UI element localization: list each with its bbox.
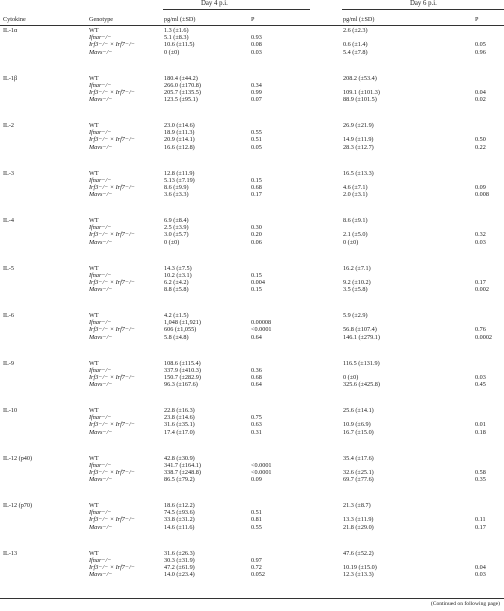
genotype-cell: WT [89,502,99,509]
day6-p-cell: 0.05 [475,41,486,49]
day4-p-cell: <0.0001 [251,461,272,469]
day6-value-cell: 325.6 (±425.8) [343,381,380,389]
table-row [0,326,504,333]
genotype-cell: WT [89,407,99,414]
col-header-day4-value: pg/ml (±SD) [164,16,196,23]
day6-value-cell: 88.9 (±101.5) [343,96,377,104]
day6-p-cell: 0.02 [475,96,486,104]
day6-value-cell: 5.9 (±2.9) [343,312,368,319]
day6-value-cell: 9.2 (±10.2) [343,278,371,286]
day6-p-cell: 0.58 [475,468,486,476]
day4-p-cell: <0.0001 [251,468,272,476]
table-row [0,75,504,82]
day6-value-cell: 109.1 (±101.3) [343,88,380,96]
cytokine-cell: IL-2 [3,122,14,129]
genotype-cell: WT [89,122,99,129]
cytokine-group [0,360,504,389]
day6-value-cell: 0 (±0) [343,238,359,246]
day6-p-cell: 0.32 [475,231,486,239]
genotype-cell: Irf3−/− × Irf7−/− [89,468,135,476]
day4-value-cell: 33.8 (±31.2) [164,516,195,524]
genotype-cell: Irf3−/− × Irf7−/− [89,41,135,49]
table-row [0,476,504,483]
day4-value-cell: 17.4 (±17.0) [164,428,195,436]
day4-value-cell: 23.0 (±14.6) [164,122,195,129]
genotype-cell: Irf3−/− × Irf7−/− [89,231,135,239]
day4-p-cell: 0.30 [251,224,262,232]
day4-value-cell: 18.9 (±11.3) [164,129,195,137]
day6-p-cell: 0.03 [475,373,486,381]
table-row [0,374,504,381]
genotype-cell: WT [89,27,99,34]
table-row [0,557,504,564]
day4-value-cell: 108.6 (±115.4) [164,359,201,367]
cytokine-cell: IL-1β [3,74,18,82]
day4-value-cell: 18.6 (±12.2) [164,502,195,509]
day4-p-cell: 0.68 [251,183,262,191]
table-row [0,421,504,428]
genotype-cell: Mavs−/− [89,48,113,56]
day6-value-cell: 16.2 (±7.1) [343,264,371,272]
day4-value-cell: 14.6 (±11.6) [164,523,195,531]
genotype-cell: WT [89,312,99,319]
genotype-cell: Irf3−/− × Irf7−/− [89,136,135,144]
cytokine-cell: IL-12 (p40) [3,454,33,462]
day4-value-cell: 0 (±0) [164,238,180,246]
genotype-cell: Irf3−/− × Irf7−/− [89,563,135,571]
day6-value-cell: 16.5 (±13.3) [343,169,374,177]
table-row [0,509,504,516]
genotype-cell: Mavs−/− [89,571,113,579]
day4-value-cell: 4.2 (±1.5) [164,312,189,319]
day6-value-cell: 69.7 (±77.6) [343,476,374,484]
day6-value-cell: 32.6 (±25.1) [343,468,374,476]
table-row [0,82,504,89]
day4-p-cell: 0.05 [251,143,262,151]
day4-value-cell: 3.0 (±5.7) [164,231,189,239]
day6-p-cell: 0.76 [475,326,486,334]
day6-value-cell: 10.19 (±15.0) [343,563,377,571]
cytokine-group [0,550,504,579]
table-row [0,184,504,191]
day4-p-cell: 0.93 [251,34,262,42]
genotype-cell: Ifnar−/− [89,224,112,232]
day4-value-cell: 10.2 (±3.1) [164,271,192,279]
day6-p-cell: 0.45 [475,381,486,389]
day4-p-cell: 0.75 [251,414,262,422]
table-row [0,224,504,231]
day4-value-cell: 6.9 (±8.4) [164,217,189,224]
day6-p-cell: 0.22 [475,143,486,151]
day4-p-cell: 0.004 [251,278,265,286]
day6-value-cell: 12.3 (±13.3) [343,571,374,579]
table-row [0,414,504,421]
genotype-cell: WT [89,169,99,177]
table-row [0,564,504,571]
day6-value-cell: 26.9 (±21.9) [343,122,374,129]
genotype-cell: Irf3−/− × Irf7−/− [89,278,135,286]
day4-value-cell: 338.7 (±248.8) [164,468,201,476]
day4-value-cell: 42.8 (±30.9) [164,454,195,462]
genotype-cell: Mavs−/− [89,143,113,151]
day6-value-cell: 116.5 (±131.9) [343,359,380,367]
day4-value-cell: 8.8 (±5.8) [164,286,189,294]
continued-note: (Continued on following page) [430,601,500,607]
genotype-cell: WT [89,217,99,224]
day4-value-cell: 86.5 (±79.2) [164,476,195,484]
table-row [0,469,504,476]
day4-value-cell: 6.2 (±4.2) [164,278,189,286]
day6-value-cell: 21.3 (±8.7) [343,502,371,509]
cytokine-cell: IL-1α [3,27,18,34]
genotype-cell: WT [89,264,99,272]
genotype-cell: Mavs−/− [89,523,113,531]
table-row [0,136,504,143]
day4-p-cell: 0.15 [251,286,262,294]
day4-p-cell: 0.72 [251,563,262,571]
genotype-cell: Irf3−/− × Irf7−/− [89,88,135,96]
day4-value-cell: 31.6 (±26.3) [164,549,195,557]
genotype-cell: WT [89,549,99,557]
table-row [0,122,504,129]
day4-p-cell: 0.31 [251,428,262,436]
col-header-day6-p: P [475,16,479,23]
table-row [0,89,504,96]
cytokine-group [0,455,504,484]
day6-value-cell: 4.6 (±7.1) [343,183,368,191]
table-row [0,96,504,103]
day4-value-cell: 23.8 (±14.6) [164,414,195,422]
table-row [0,462,504,469]
table-row [0,144,504,151]
table-row [0,516,504,523]
day4-value-cell: 205.7 (±135.5) [164,88,201,96]
genotype-cell: Mavs−/− [89,428,113,436]
day4-p-cell: 0.03 [251,48,262,56]
table-row [0,367,504,374]
genotype-cell: Ifnar−/− [89,176,112,184]
table-row [0,177,504,184]
day4-p-cell: 0.55 [251,129,262,137]
table-row [0,502,504,509]
genotype-cell: WT [89,454,99,462]
genotype-cell: Irf3−/− × Irf7−/− [89,421,135,429]
table-row [0,170,504,177]
cytokine-cell: IL-3 [3,169,14,177]
day6-value-cell: 2.6 (±2.3) [343,27,368,34]
table-row [0,407,504,414]
day6-value-cell: 35.4 (±17.6) [343,454,374,462]
cytokine-cell: IL-10 [3,407,18,414]
day4-p-cell: 0.34 [251,81,262,89]
genotype-cell: Irf3−/− × Irf7−/− [89,373,135,381]
day4-value-cell: 16.6 (±12.8) [164,143,195,151]
day4-value-cell: 12.8 (±11.9) [164,169,195,177]
cytokine-cell: IL-12 (p70) [3,502,33,509]
day4-value-cell: 2.5 (±3.9) [164,224,189,232]
day6-value-cell: 28.3 (±12.7) [343,143,374,151]
genotype-cell: Irf3−/− × Irf7−/− [89,516,135,524]
day4-p-cell: 0.08 [251,41,262,49]
genotype-cell: Ifnar−/− [89,509,112,517]
genotype-cell: Ifnar−/− [89,34,112,42]
day4-value-cell: 3.6 (±3.3) [164,191,189,199]
day4-value-cell: 1,048 (±1,921) [164,319,201,327]
genotype-cell: Mavs−/− [89,333,113,341]
table-row [0,334,504,341]
day4-value-cell: 31.6 (±35.1) [164,421,195,429]
day6-p-cell: 0.002 [475,286,489,294]
cytokine-group [0,122,504,151]
day6-p-cell: 0.17 [475,278,486,286]
day4-value-cell: 10.6 (±11.5) [164,41,195,49]
day6-value-cell: 208.2 (±53.4) [343,74,377,82]
day4-value-cell: 14.3 (±7.5) [164,264,192,272]
day4-value-cell: 1.3 (±1.6) [164,27,189,34]
table-row [0,381,504,388]
table-row [0,191,504,198]
table-row [0,286,504,293]
day6-value-cell: 56.8 (±107.4) [343,326,377,334]
table-row [0,217,504,224]
genotype-cell: Ifnar−/− [89,129,112,137]
table-row [0,312,504,319]
day4-p-cell: 0.55 [251,523,262,531]
table-row [0,265,504,272]
table-row [0,129,504,136]
day6-p-cell: 0.04 [475,563,486,571]
genotype-cell: Mavs−/− [89,286,113,294]
day6-p-cell: 0.50 [475,136,486,144]
cytokine-group [0,265,504,294]
table-row [0,571,504,578]
genotype-cell: Ifnar−/− [89,271,112,279]
day6-value-cell: 16.7 (±15.0) [343,428,374,436]
day4-p-cell: 0.15 [251,271,262,279]
day4-p-cell: 0.15 [251,176,262,184]
genotype-cell: Mavs−/− [89,476,113,484]
day6-p-cell: 0.09 [475,183,486,191]
day4-p-cell: 0.51 [251,136,262,144]
table-row [0,429,504,436]
genotype-cell: Ifnar−/− [89,319,112,327]
day6-value-cell: 13.3 (±11.9) [343,516,374,524]
cytokine-group [0,312,504,341]
table-row [0,550,504,557]
day4-value-cell: 150.7 (±282.9) [164,373,201,381]
day6-p-cell: 0.0002 [475,333,493,341]
genotype-cell: Mavs−/− [89,96,113,104]
day4-p-cell: 0.00008 [251,319,272,327]
day4-value-cell: 266.0 (±170.8) [164,81,201,89]
day6-value-cell: 5.4 (±7.8) [343,48,368,56]
cytokine-cell: IL-5 [3,264,14,272]
day4-value-cell: 5.8 (±4.8) [164,333,189,341]
day4-p-cell: 0.99 [251,88,262,96]
day4-value-cell: 5.13 (±7.19) [164,176,195,184]
genotype-cell: Ifnar−/− [89,81,112,89]
day6-p-cell: 0.18 [475,428,486,436]
day4-value-cell: 123.5 (±95.1) [164,96,198,104]
day6-p-cell: 0.008 [475,191,489,199]
day6-value-cell: 10.9 (±6.9) [343,421,371,429]
day4-p-cell: 0.51 [251,509,262,517]
day4-value-cell: 74.5 (±93.6) [164,509,195,517]
cytokine-group [0,27,504,56]
day4-p-cell: <0.0001 [251,326,272,334]
cytokine-group [0,502,504,531]
col-header-genotype: Genotype [89,16,114,23]
day6-value-cell: 146.1 (±279.1) [343,333,380,341]
day6-p-cell: 0.04 [475,88,486,96]
day4-p-cell: 0.09 [251,476,262,484]
genotype-cell: WT [89,74,99,82]
genotype-cell: Irf3−/− × Irf7−/− [89,326,135,334]
table-row [0,41,504,48]
table-row [0,279,504,286]
day4-p-cell: 0.81 [251,516,262,524]
genotype-cell: Ifnar−/− [89,556,112,564]
day4-value-cell: 96.3 (±167.6) [164,381,198,389]
cytokine-group [0,170,504,199]
day6-p-cell: 0.01 [475,421,486,429]
day4-value-cell: 0 (±0) [164,48,180,56]
day4-p-cell: 0.68 [251,373,262,381]
table-row [0,272,504,279]
genotype-cell: WT [89,359,99,367]
day4-value-cell: 47.2 (±61.9) [164,563,195,571]
genotype-cell: Mavs−/− [89,238,113,246]
genotype-cell: Mavs−/− [89,191,113,199]
day4-p-cell: 0.06 [251,238,262,246]
cytokine-cell: IL-9 [3,359,14,367]
day4-p-cell: 0.97 [251,556,262,564]
day4-p-cell: 0.36 [251,366,262,374]
day4-p-cell: 0.64 [251,333,262,341]
day6-p-cell: 0.11 [475,516,486,524]
cytokine-group [0,217,504,246]
day4-p-cell: 0.63 [251,421,262,429]
day6-value-cell: 2.1 (±5.0) [343,231,368,239]
day4-value-cell: 5.1 (±8.3) [164,34,189,42]
day6-rule [342,9,504,10]
day6-p-cell: 0.96 [475,48,486,56]
table-row [0,231,504,238]
table-row [0,455,504,462]
day6-value-cell: 47.6 (±52.2) [343,549,374,557]
table-row [0,319,504,326]
column-header-row [0,16,504,24]
col-header-day4-p: P [251,16,255,23]
cytokine-group [0,75,504,104]
table-row [0,239,504,246]
bottom-rule [0,598,504,599]
day6-value-cell: 3.5 (±5.8) [343,286,368,294]
table-row [0,49,504,56]
table-row [0,34,504,41]
day4-p-cell: 0.07 [251,96,262,104]
table-row [0,27,504,34]
genotype-cell: Ifnar−/− [89,414,112,422]
day4-p-cell: 0.17 [251,191,262,199]
day6-value-cell: 14.9 (±11.9) [343,136,374,144]
day6-header: Day 6 p.i. [410,0,437,7]
day4-value-cell: 341.7 (±164.1) [164,461,201,469]
day6-value-cell: 0.6 (±1.4) [343,41,368,49]
col-header-day6-value: pg/ml (±SD) [343,16,375,23]
day6-p-cell: 0.03 [475,238,486,246]
day6-p-cell: 0.03 [475,571,486,579]
day6-p-cell: 0.35 [475,476,486,484]
day4-p-cell: 0.20 [251,231,262,239]
genotype-cell: Ifnar−/− [89,366,112,374]
day4-value-cell: 180.4 (±44.2) [164,74,198,82]
day4-value-cell: 8.6 (±9.9) [164,183,189,191]
cytokine-cell: IL-13 [3,549,18,557]
genotype-cell: Mavs−/− [89,381,113,389]
header-rule [0,25,504,26]
table-row [0,360,504,367]
genotype-cell: Ifnar−/− [89,461,112,469]
cytokine-cell: IL-4 [3,217,14,224]
table-row [0,524,504,531]
day6-value-cell: 21.8 (±29.0) [343,523,374,531]
day4-header: Day 4 p.i. [201,0,228,7]
col-header-cytokine: Cytokine [3,16,26,23]
day4-value-cell: 337.9 (±410.3) [164,366,201,374]
day4-value-cell: 14.0 (±23.4) [164,571,195,579]
genotype-cell: Irf3−/− × Irf7−/− [89,183,135,191]
day6-value-cell: 8.6 (±9.1) [343,217,368,224]
cytokine-group [0,407,504,436]
cytokine-cell: IL-6 [3,312,14,319]
day4-value-cell: 606 (±1,055) [164,326,197,334]
day4-value-cell: 20.9 (±14.1) [164,136,195,144]
day6-p-cell: 0.17 [475,523,486,531]
day4-value-cell: 22.8 (±16.3) [164,407,195,414]
day6-value-cell: 25.6 (±14.1) [343,407,374,414]
day4-p-cell: 0.64 [251,381,262,389]
day6-value-cell: 0 (±0) [343,373,359,381]
day4-rule [163,9,310,10]
day4-value-cell: 30.3 (±31.9) [164,556,195,564]
day6-value-cell: 2.0 (±3.1) [343,191,368,199]
day4-p-cell: 0.052 [251,571,265,579]
